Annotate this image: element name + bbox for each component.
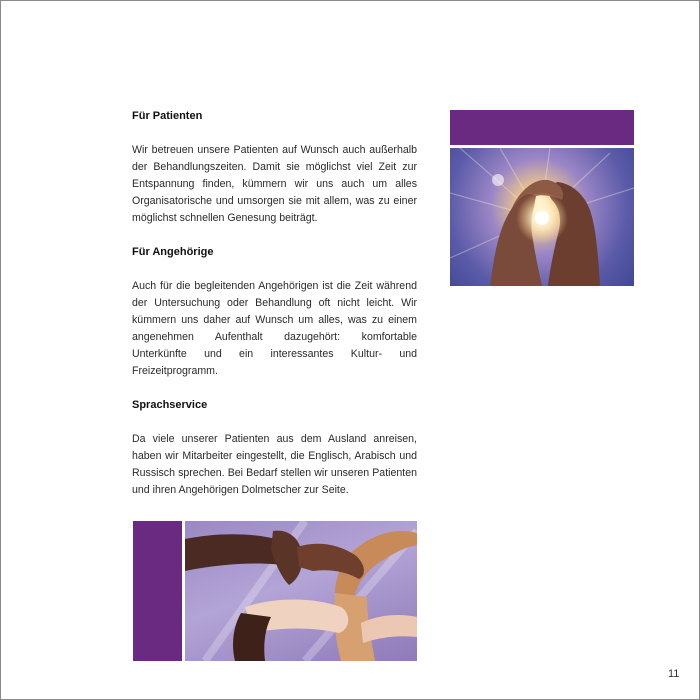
section-heading: Für Angehörige	[132, 246, 214, 258]
page-number: 11	[668, 668, 680, 680]
text-column	[132, 108, 417, 516]
section-heading: Sprachservice	[132, 399, 208, 411]
section-language-service	[132, 397, 417, 499]
section-heading: Für Patienten	[132, 110, 203, 122]
section-body: Da viele unserer Patienten aus dem Ausland anreisen, haben wir Mitarbeiter eingestellt, die Englisch, Arabisch und Russisch sprechen. Bei Bedarf stellen wir unseren Patienten und ihren Angehörigen Dolmetscher zur Seite.	[132, 433, 417, 496]
photo-hands-holding-light-illustration	[450, 148, 634, 286]
photo-hands-holding-light	[450, 148, 634, 286]
photo-joined-hands	[185, 521, 417, 661]
section-relatives	[132, 244, 417, 380]
accent-bar-left	[133, 521, 182, 661]
section-body: Wir betreuen unsere Patienten auf Wunsch auch außerhalb der Behandlungszeiten. Damit sie möglichst viel Zeit zur Entspannung finden, kümmern wir uns auch um alles Organisatorische und umsorgen sie mit allem, was zu einer möglichst schnellen Genesung beiträgt.	[132, 144, 417, 224]
accent-bar-top	[450, 110, 634, 145]
section-body: Auch für die begleitenden Angehörigen ist die Zeit während der Untersuchung oder Behandlung oft nicht leicht. Wir kümmern uns daher auf Wunsch um alles, was zu einem angenehmen Aufenthalt dazugehört: komfortable Unterkünfte und ein interessantes Kultur- und Freizeitprogramm.	[132, 280, 417, 377]
photo-joined-hands-illustration	[185, 521, 417, 661]
section-patients	[132, 108, 417, 227]
